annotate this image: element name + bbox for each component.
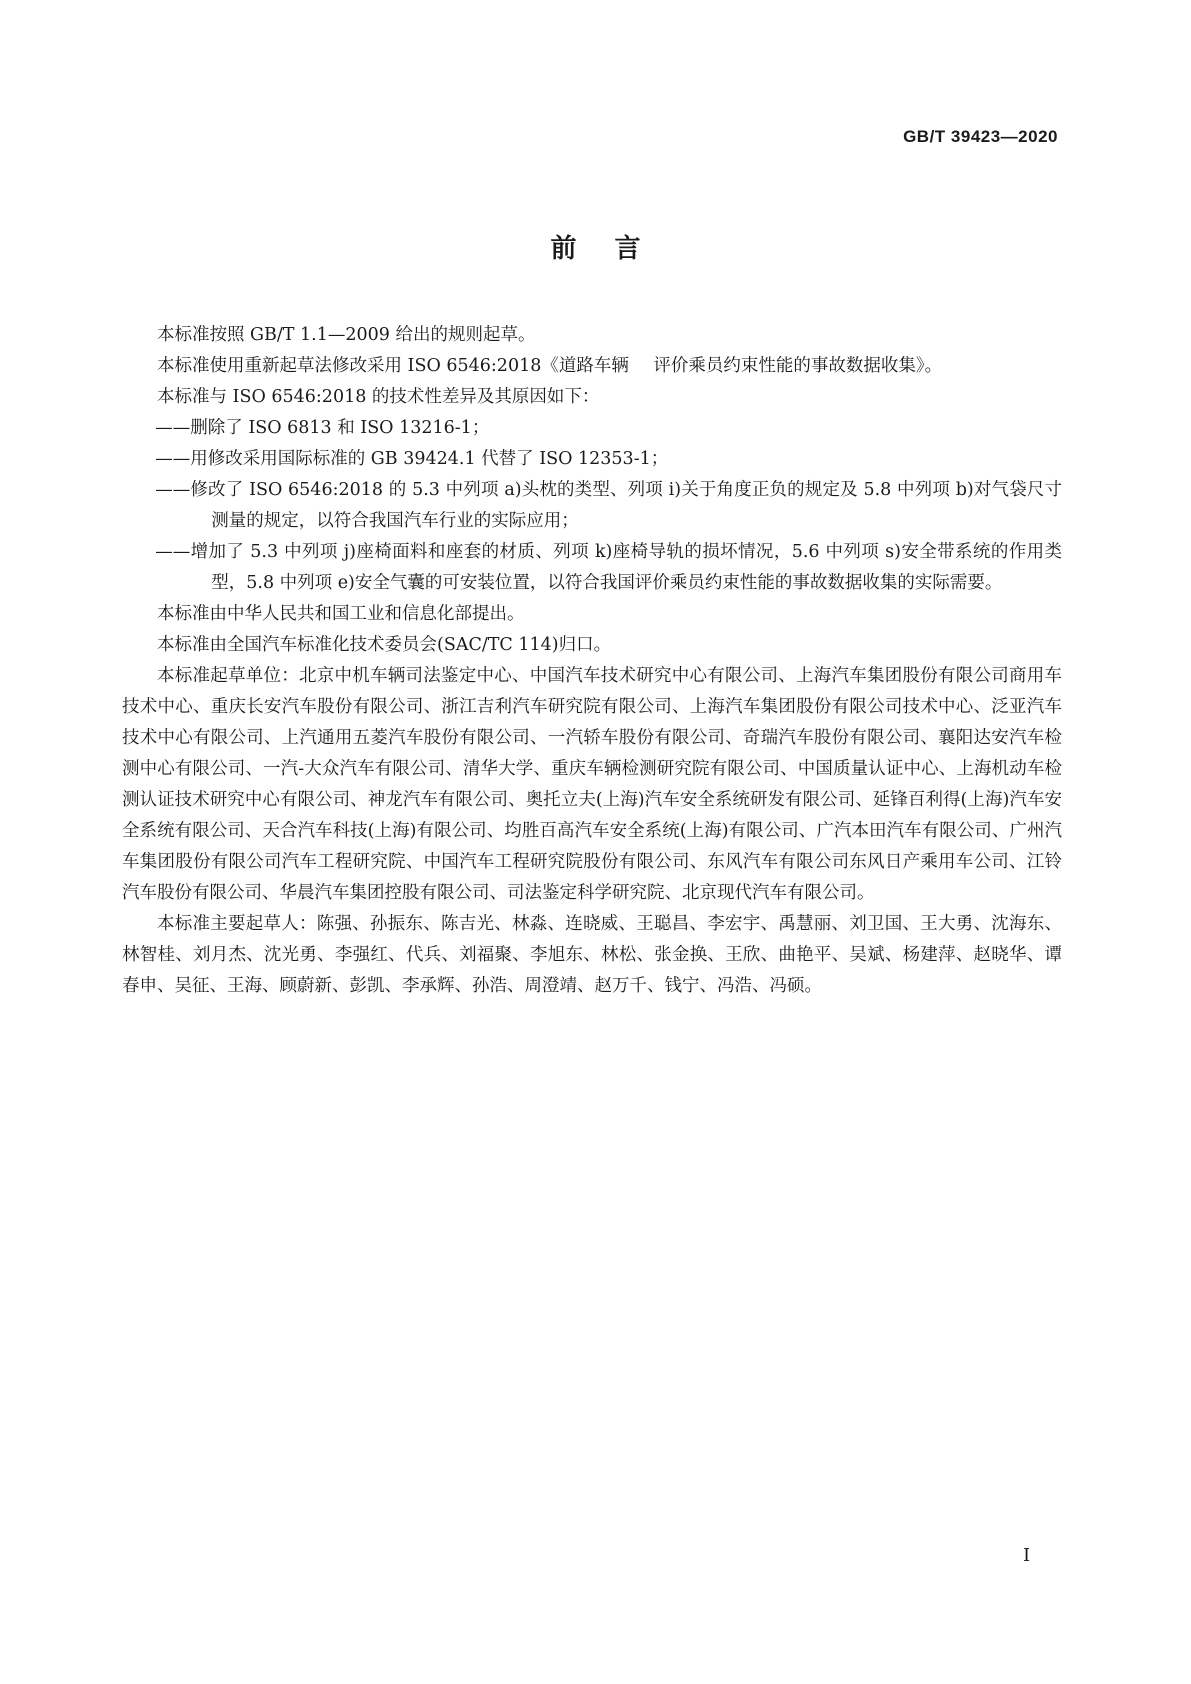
page-number: I bbox=[1023, 1545, 1031, 1566]
paragraph-proposer: 本标准由中华人民共和国工业和信息化部提出。 bbox=[157, 604, 525, 624]
foreword-body bbox=[122, 320, 1062, 1002]
adoption-text-part2: 评价乘员约束性能的事故数据收集》。 bbox=[653, 356, 943, 376]
standard-number: GB/T 39423—2020 bbox=[903, 127, 1058, 146]
paragraph-drafting-units: 本标准起草单位：北京中机车辆司法鉴定中心、中国汽车技术研究中心有限公司、上海汽车集团股份有限公司商用车技术中心、重庆长安汽车股份有限公司、浙江吉利汽车研究院有限公司、上海汽车集团股份有限公司技术中心、泛亚汽车技术中心有限公司、上汽通用五菱汽车股份有限公司、一汽轿车股份有限公司、奇瑞汽车股份有限公司、襄阳达安汽车检测中心有限公司、一汽-大众汽车有限公司、清华大学、重庆车辆检测研究院有限公司、中国质量认证中心、上海机动车检测认证技术研究中心有限公司、神龙汽车有限公司、奥托立夫(上海)汽车安全系统研发有限公司、延锋百利得(上海)汽车安全系统有限公司、天合汽车科技(上海)有限公司、均胜百高汽车安全系统(上海)有限公司、广汽本田汽车有限公司、广州汽车集团股份有限公司汽车工程研究院、中国汽车工程研究院股份有限公司、东风汽车有限公司东风日产乘用车公司、江铃汽车股份有限公司、华晨汽车集团控股有限公司、司法鉴定科学研究院、北京现代汽车有限公司。 bbox=[122, 666, 1062, 903]
paragraph-adoption bbox=[122, 351, 1062, 382]
page-title: 前言 bbox=[550, 234, 679, 264]
difference-item-3: ——修改了 ISO 6546:2018 的 5.3 中列项 a)头枕的类型、列项 i)关于角度正负的规定及 5.8 中列项 b)对气袋尺寸测量的规定，以符合我国汽车行业的实际应用； bbox=[155, 480, 1062, 531]
difference-item-1: ——删除了 ISO 6813 和 ISO 13216-1； bbox=[155, 418, 490, 438]
paragraph-drafters: 本标准主要起草人：陈强、孙振东、陈吉光、林淼、连晓威、王聪昌、李宏宇、禹慧丽、刘卫国、王大勇、沈海东、林智桂、刘月杰、沈光勇、李强红、代兵、刘福聚、李旭东、林松、张金换、王欣、曲艳平、吴斌、杨建萍、赵晓华、谭春申、吴征、王海、顾蔚新、彭凯、李承辉、孙浩、周澄靖、赵万千、钱宁、冯浩、冯硕。 bbox=[122, 914, 1062, 996]
paragraph-differences-intro: 本标准与 ISO 6546:2018 的技术性差异及其原因如下： bbox=[157, 387, 600, 407]
adoption-text-part1: 本标准使用重新起草法修改采用 ISO 6546:2018《道路车辆 bbox=[157, 356, 629, 376]
difference-item-4: ——增加了 5.3 中列项 j)座椅面料和座套的材质、列项 k)座椅导轨的损坏情况，5.6 中列项 s)安全带系统的作用类型，5.8 中列项 e)安全气囊的可安装位置，以符合我国评价乘员约束性能的事故数据收集的实际需要。 bbox=[155, 542, 1062, 593]
paragraph-committee: 本标准由全国汽车标准化技术委员会(SAC/TC 114)归口。 bbox=[157, 635, 612, 655]
difference-item-2: ——用修改采用国际标准的 GB 39424.1 代替了 ISO 12353-1； bbox=[155, 449, 669, 469]
paragraph-drafting-rules: 本标准按照 GB/T 1.1—2009 给出的规则起草。 bbox=[157, 325, 536, 345]
